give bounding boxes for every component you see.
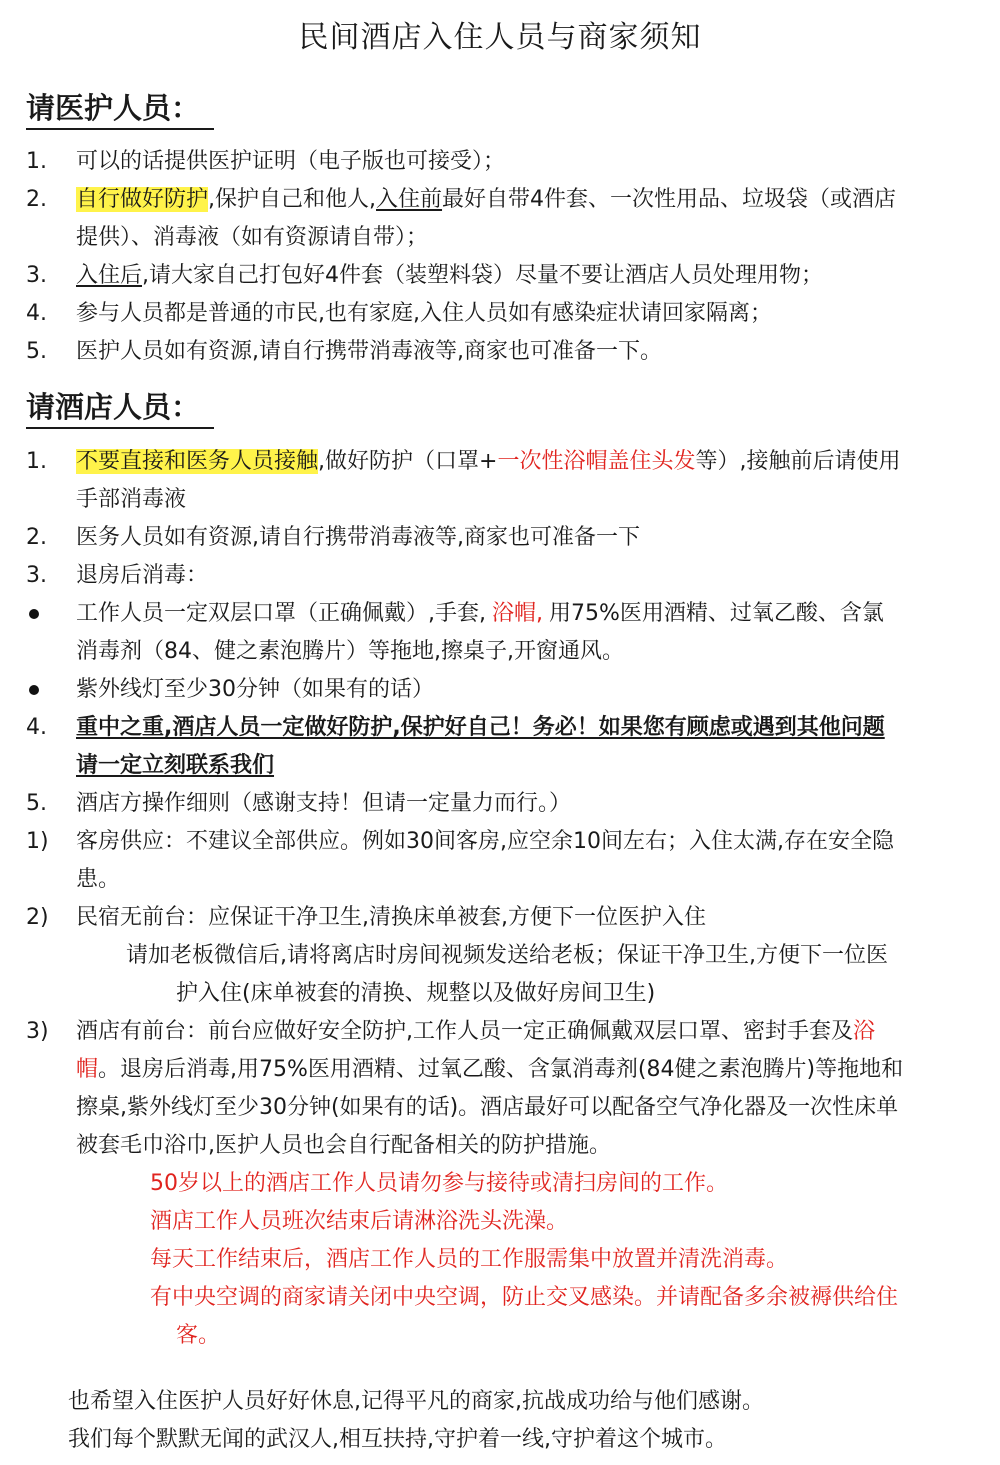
item-number: 3. bbox=[26, 263, 47, 288]
item-number: 2. bbox=[26, 525, 47, 550]
item-text bbox=[76, 1051, 903, 1089]
item-text bbox=[76, 595, 884, 633]
note-text: 每天工作结束后，酒店工作人员的工作服需集中放置并清洗消毒。 bbox=[150, 1247, 789, 1272]
item-text: 请一定立刻联系我们 bbox=[76, 753, 275, 778]
text-segment: 工作人员一定双层口罩（正确佩戴）,手套, bbox=[76, 601, 486, 626]
item-text: 客房供应：不建议全部供应。例如30间客房,应空余10间左右；入住太满,存在安全隐 bbox=[76, 829, 894, 854]
item-text bbox=[76, 257, 823, 295]
item-text: 医务人员如有资源,请自行携带消毒液等,商家也可准备一下 bbox=[76, 525, 640, 550]
hotel-heading: 请酒店人员： bbox=[26, 387, 214, 429]
item-number: 2. bbox=[26, 187, 47, 212]
text-segment: 用75%医用酒精、过氧乙酸、含氯 bbox=[549, 601, 884, 626]
item-text: 被套毛巾浴巾,医护人员也会自行配备相关的防护措施。 bbox=[76, 1133, 611, 1158]
text-segment: ,请大家自己打包好4件套（装塑料袋）尽量不要让酒店人员处理用物； bbox=[142, 263, 824, 288]
item-text: 护入住(床单被套的清换、规整以及做好房间卫生) bbox=[176, 981, 656, 1006]
item-text: 重中之重,酒店人员一定做好防护,保护好自己！务必！如果您有顾虑或遇到其他问题 bbox=[76, 715, 885, 740]
text-segment: ,做好防护（口罩+ bbox=[318, 449, 498, 474]
item-number: 3) bbox=[26, 1019, 49, 1044]
item-text: 患。 bbox=[76, 867, 121, 892]
item-text: 请加老板微信后,请将离店时房间视频发送给老板；保证干净卫生,方便下一位医 bbox=[126, 943, 888, 968]
item-number: 3. bbox=[26, 563, 47, 588]
medical-heading: 请医护人员： bbox=[26, 88, 214, 130]
item-text: 紫外线灯至少30分钟（如果有的话） bbox=[76, 677, 434, 702]
page-title: 民间酒店入住人员与商家须知 bbox=[298, 20, 702, 55]
text-segment: ,保护自己和他人, bbox=[208, 187, 377, 212]
item-text: 酒店方操作细则（感谢支持！但请一定量力而行。） bbox=[76, 791, 572, 816]
item-number: 5. bbox=[26, 791, 47, 816]
highlight-text: 自行做好防护 bbox=[76, 187, 209, 212]
bullet-dot bbox=[26, 595, 40, 609]
note-text: 酒店工作人员班次结束后请淋浴洗头洗澡。 bbox=[150, 1209, 569, 1234]
red-text: 帽 bbox=[76, 1057, 99, 1082]
item-number: 2) bbox=[26, 905, 49, 930]
item-text: 民宿无前台：应保证干净卫生,清换床单被套,方便下一位医护入住 bbox=[76, 905, 706, 930]
closing-text: 我们每个默默无闻的武汉人,相互扶持,守护着一线,守护着这个城市。 bbox=[68, 1427, 727, 1452]
note-text: 有中央空调的商家请关闭中央空调，防止交叉感染。并请配备多余被褥供给住 bbox=[150, 1285, 899, 1310]
red-text: 一次性浴帽盖住头发 bbox=[497, 449, 696, 474]
text-segment: 最好自带4件套、一次性用品、垃圾袋（或酒店 bbox=[442, 187, 897, 212]
item-text: 消毒剂（84、健之素泡腾片）等拖地,擦桌子,开窗通风。 bbox=[76, 639, 624, 664]
closing-text: 也希望入住医护人员好好休息,记得平凡的商家,抗战成功给与他们感谢。 bbox=[68, 1389, 764, 1414]
item-text: 医护人员如有资源,请自行携带消毒液等,商家也可准备一下。 bbox=[76, 339, 662, 364]
item-text: 可以的话提供医护证明（电子版也可接受）； bbox=[76, 149, 506, 174]
red-text: 浴帽, bbox=[492, 601, 543, 626]
red-text: 浴 bbox=[853, 1019, 876, 1044]
underlined-text: 入住前 bbox=[376, 187, 443, 212]
note-text: 客。 bbox=[176, 1323, 221, 1348]
item-text: 参与人员都是普通的市民,也有家庭,入住人员如有感染症状请回家隔离； bbox=[76, 301, 772, 326]
item-text bbox=[76, 181, 896, 219]
item-text: 手部消毒液 bbox=[76, 487, 187, 512]
text-segment: 酒店有前台：前台应做好安全防护,工作人员一定正确佩戴双层口罩、密封手套及 bbox=[76, 1019, 853, 1044]
item-number: 5. bbox=[26, 339, 47, 364]
note-text: 50岁以上的酒店工作人员请勿参与接待或清扫房间的工作。 bbox=[150, 1171, 728, 1196]
item-text bbox=[76, 443, 900, 481]
item-number: 1. bbox=[26, 449, 47, 474]
item-text: 提供）、消毒液（如有资源请自带）； bbox=[76, 225, 429, 250]
item-text: 退房后消毒： bbox=[76, 563, 209, 588]
bullet-dot bbox=[26, 671, 40, 685]
item-number: 1. bbox=[26, 149, 47, 174]
text-segment: 等）,接触前后请使用 bbox=[695, 449, 901, 474]
item-number: 4. bbox=[26, 301, 47, 326]
text-segment: 。退房后消毒,用75%医用酒精、过氧乙酸、含氯消毒剂(84健之素泡腾片)等拖地和 bbox=[98, 1057, 904, 1082]
item-text: 擦桌,紫外线灯至少30分钟(如果有的话)。酒店最好可以配备空气净化器及一次性床单 bbox=[76, 1095, 899, 1120]
underlined-text: 入住后 bbox=[76, 263, 143, 288]
item-text bbox=[76, 1013, 875, 1051]
item-number: 1) bbox=[26, 829, 49, 854]
item-number: 4. bbox=[26, 715, 47, 740]
highlight-text: 不要直接和医务人员接触 bbox=[76, 449, 319, 474]
